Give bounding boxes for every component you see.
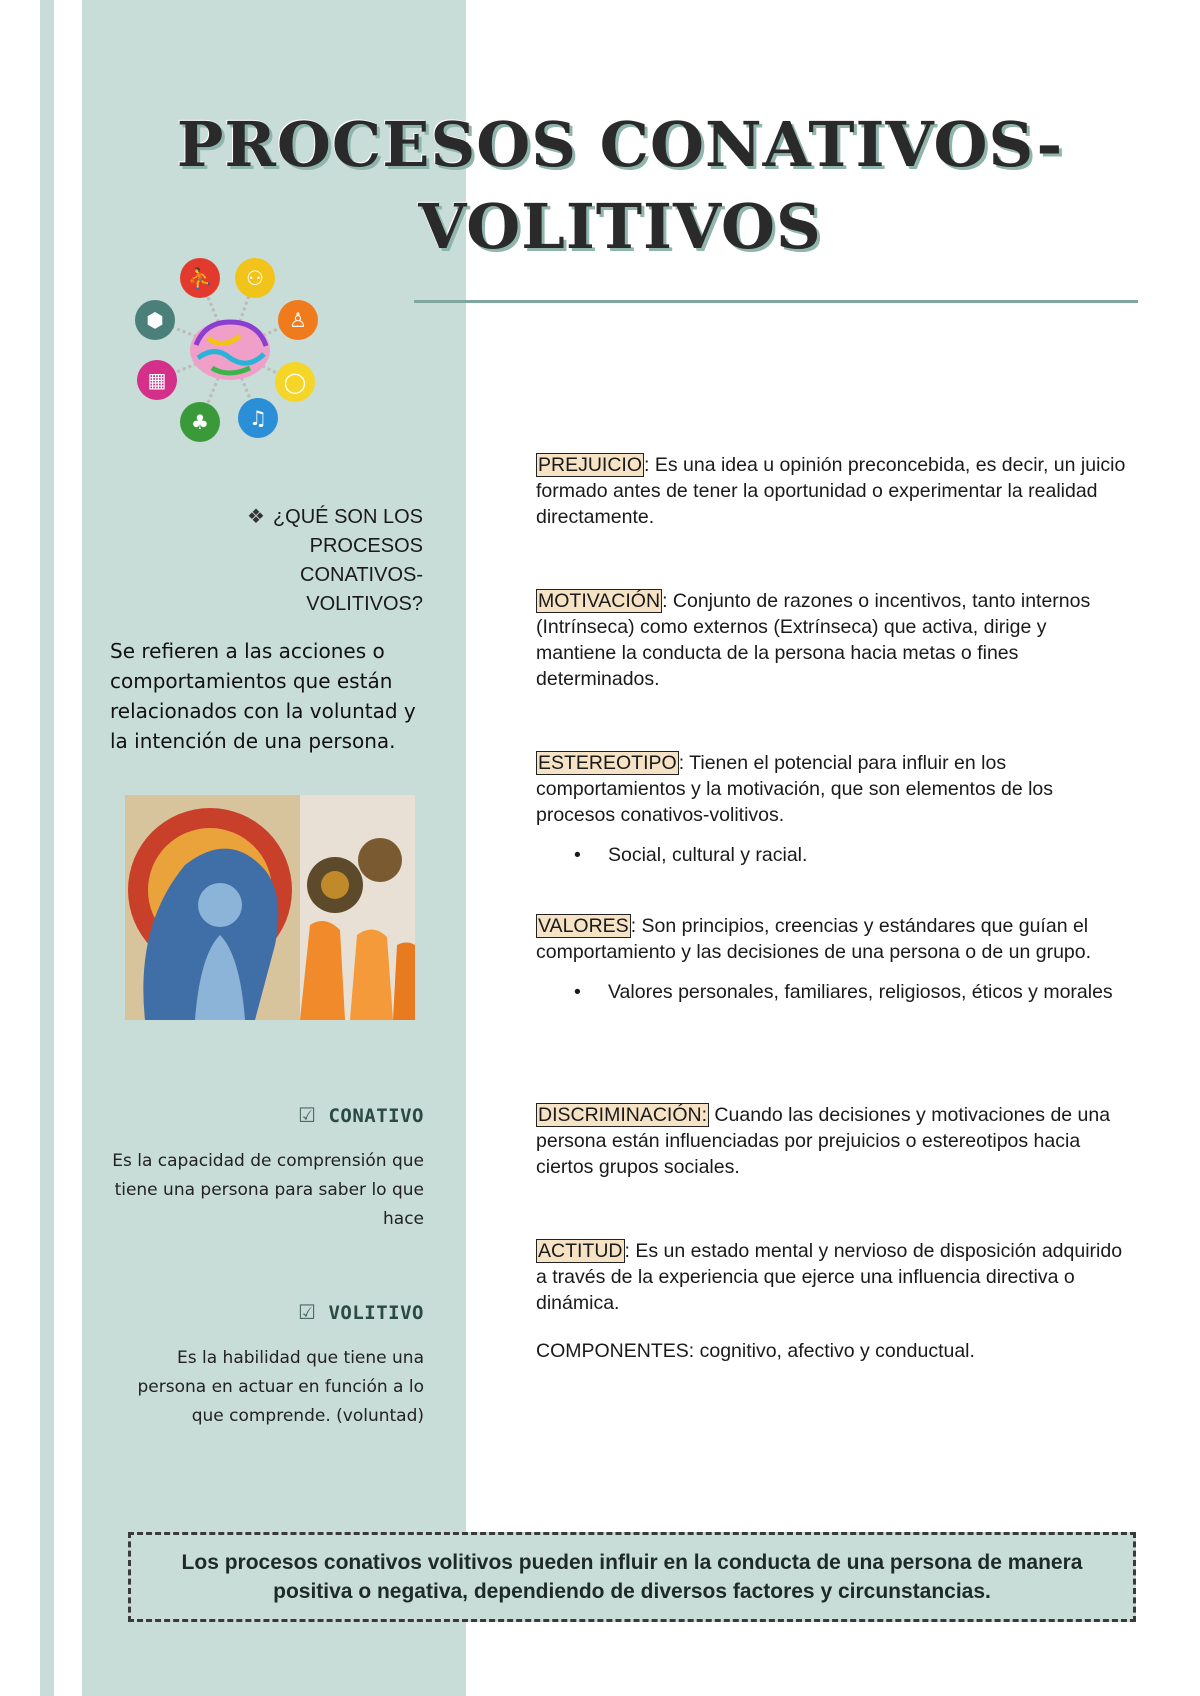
- title-line-2: VOLITIVOS: [418, 190, 822, 263]
- volitivo-description: Es la habilidad que tiene una persona en actuar en función a lo que comprende. (voluntad): [137, 1348, 424, 1426]
- checkbox-icon: ☑: [298, 1300, 317, 1324]
- definition-estereotipo: ESTEREOTIPO : Tienen el potencial para influir en los comportamientos y la motivación, que son elementos de los procesos conativos-volitivos. • Social, cultural y racial.: [536, 750, 1126, 868]
- summary-box: [128, 1532, 1136, 1622]
- head-gears-illustration: [125, 795, 415, 1020]
- term-discriminacion: DISCRIMINACIÓN:: [538, 1104, 708, 1126]
- conativo-heading: ☑ CONATIVO: [298, 1103, 424, 1127]
- conativo-block: [110, 1103, 424, 1234]
- svg-text:▦: ▦: [147, 368, 167, 392]
- estereotipo-bullet: • Social, cultural y racial.: [536, 842, 1126, 868]
- components-line: COMPONENTES: cognitivo, afectivo y conductual.: [536, 1340, 975, 1362]
- svg-text:♣: ♣: [191, 410, 209, 434]
- svg-text:⬢: ⬢: [146, 308, 164, 332]
- definition-motivacion: MOTIVACIÓN : Conjunto de razones o incentivos, tanto internos (Intrínseca) como externos (Extrínseca) que activa, dirige y mantiene la conducta de la persona hacia metas o fines determinados.: [536, 590, 1091, 690]
- question-answer: Se refieren a las acciones o comportamientos que están relacionados con la voluntad y la intención de una persona.: [110, 639, 416, 753]
- definition-actitud: ACTITUD : Es un estado mental y nervioso de disposición adquirido a través de la experiencia que ejerce una influencia directiva o dinámica.: [536, 1240, 1123, 1314]
- term-actitud: ACTITUD: [538, 1240, 623, 1262]
- definition-discriminacion: DISCRIMINACIÓN: Cuando las decisiones y motivaciones de una persona están influenciadas por prejuicios o estereotipos hacia ciertos grupos sociales.: [536, 1104, 1111, 1178]
- diamond-bullet-icon: ❖: [247, 506, 265, 528]
- title-divider: [414, 300, 1138, 303]
- conativo-description: Es la capacidad de comprensión que tiene una persona para saber lo que hace: [112, 1151, 424, 1229]
- question-heading: ❖ ¿QUÉ SON LOS PROCESOS CONATIVOS-VOLITIVOS?: [247, 506, 423, 615]
- term-motivacion: MOTIVACIÓN: [538, 590, 661, 612]
- volitivo-heading: ☑ VOLITIVO: [298, 1300, 424, 1324]
- page-title: [140, 104, 1100, 268]
- volitivo-block: [110, 1300, 424, 1431]
- summary-text: Los procesos conativos volitivos pueden influir en la conducta de una persona de manera positiva o negativa, dependiendo de diversos factores y circunstancias.: [181, 1551, 1083, 1603]
- svg-text:⚇: ⚇: [246, 266, 264, 290]
- term-valores: VALORES: [538, 915, 629, 937]
- brain-icons-illustration: [130, 250, 330, 450]
- definition-valores: VALORES : Son principios, creencias y estándares que guían el comportamiento y las decisiones de una persona o de un grupo. • Valores personales, familiares, religiosos, éticos y morales: [536, 913, 1126, 1005]
- svg-text:⛹: ⛹: [187, 266, 213, 290]
- definition-prejuicio: PREJUICIO : Es una idea u opinión preconcebida, es decir, un juicio formado antes de tener la oportunidad o experimentar la realidad directamente.: [536, 454, 1126, 528]
- checkbox-icon: ☑: [298, 1103, 317, 1127]
- svg-text:◯: ◯: [283, 370, 307, 394]
- title-line-1: PROCESOS CONATIVOS-: [176, 108, 1064, 181]
- term-estereotipo: ESTEREOTIPO: [538, 752, 677, 774]
- svg-text:♫: ♫: [249, 406, 267, 430]
- term-prejuicio: PREJUICIO: [538, 454, 643, 476]
- decorative-stripe: [40, 0, 54, 1696]
- svg-text:♙: ♙: [289, 308, 307, 332]
- valores-bullet: • Valores personales, familiares, religiosos, éticos y morales: [536, 979, 1126, 1005]
